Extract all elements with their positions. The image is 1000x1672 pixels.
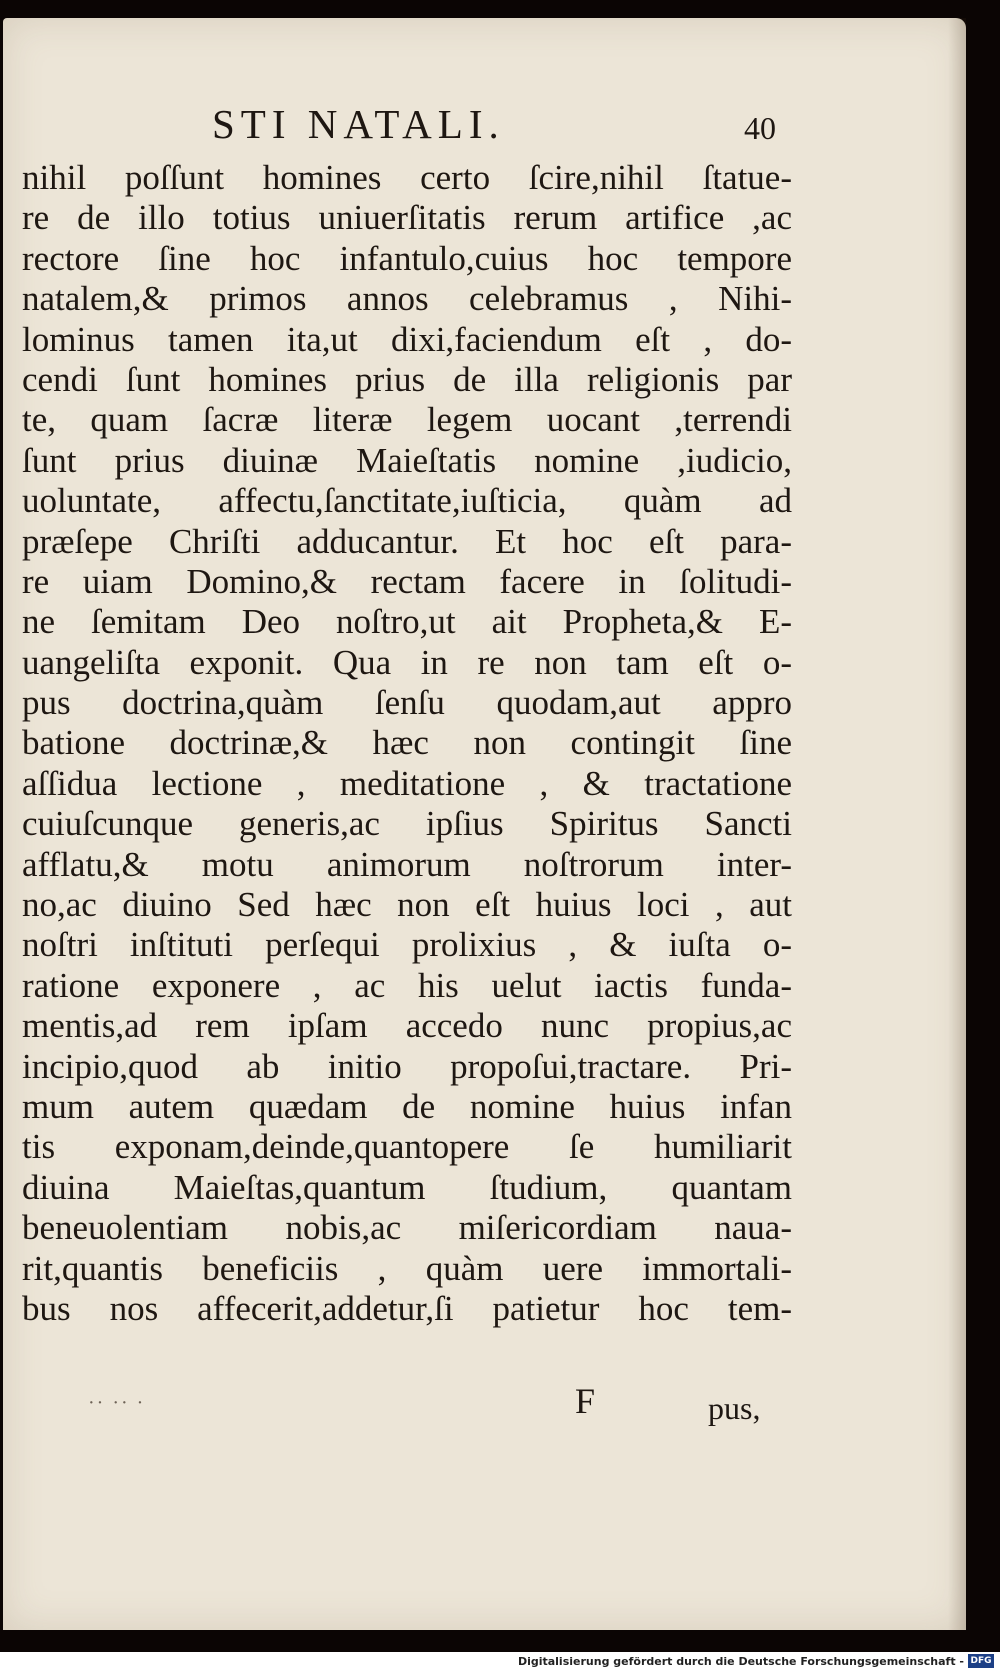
text-line: bus nos affecerit,addetur,ſi patietur hoc tem- <box>22 1288 792 1328</box>
text-line: mentis,ad rem ipſam accedo nunc propius,ac <box>22 1006 792 1046</box>
catchword: pus, <box>708 1390 761 1426</box>
text-line: re de illo totius uniuerſitatis rerum artifice ,ac <box>22 198 792 238</box>
signature-mark: F <box>575 1381 596 1421</box>
page-number: 40 <box>744 110 776 146</box>
text-line: uangeliſta exponit. Qua in re non tam eſt o- <box>22 642 792 682</box>
text-line: batione doctrinæ,& hæc non contingit ſine <box>22 723 792 763</box>
text-line: incipio,quod ab initio propoſui,tractare. Pri- <box>22 1046 792 1086</box>
text-line: lominus tamen ita,ut dixi,faciendum eſt , do- <box>22 319 792 359</box>
text-line: natalem,& primos annos celebramus , Nihi- <box>22 279 792 319</box>
text-line: rectore ſine hoc infantulo,cuius hoc tempore <box>22 238 792 278</box>
page-edge-shadow <box>948 18 966 1630</box>
text-line: cuiuſcunque generis,ac ipſius Spiritus Sancti <box>22 804 792 844</box>
text-line: nihil poſſunt homines certo ſcire,nihil ſtatue- <box>22 158 792 197</box>
dfg-logo[interactable]: DFG <box>968 1654 994 1668</box>
text-line: aſſidua lectione , meditatione , & tractatione <box>22 763 792 803</box>
text-line: noſtri inſtituti perſequi prolixius , & iuſta o- <box>22 925 792 965</box>
text-line: rit,quantis beneficiis , quàm uere immortali- <box>22 1248 792 1288</box>
text-line: præſepe Chriſti adducantur. Et hoc eſt para- <box>22 521 792 561</box>
text-line: ne ſemitam Deo noſtro,ut ait Propheta,& E- <box>22 602 792 642</box>
stray-ink-marks: ·· ·· · <box>88 1392 146 1414</box>
body-text <box>22 158 792 1329</box>
text-line: tis exponam,deinde,quantopere ſe humiliarit <box>22 1127 792 1167</box>
text-line: re uiam Domino,& rectam facere in ſolitudi- <box>22 561 792 601</box>
text-line: te, quam ſacræ literæ legem uocant ,terrendi <box>22 400 792 440</box>
text-line: ſunt prius diuinæ Maieſtatis nomine ,iudicio, <box>22 440 792 480</box>
text-line: uoluntate, affectu,ſanctitate,iuſticia, quàm ad <box>22 481 792 521</box>
text-line: no,ac diuino Sed hæc non eſt huius loci , aut <box>22 885 792 925</box>
text-line: afflatu,& motu animorum noſtrorum inter- <box>22 844 792 884</box>
running-head: STI NATALI. <box>212 101 505 147</box>
footer-bar <box>0 1652 1000 1672</box>
text-line: cendi ſunt homines prius de illa religionis par <box>22 359 792 399</box>
text-line: mum autem quædam de nomine huius infan <box>22 1086 792 1126</box>
footer-credit: Digitalisierung gefördert durch die Deutsche Forschungsgemeinschaft - <box>517 1655 964 1668</box>
text-line: diuina Maieſtas,quantum ſtudium, quantam <box>22 1167 792 1207</box>
text-line: beneuolentiam nobis,ac miſericordiam naua- <box>22 1208 792 1248</box>
text-line: pus doctrina,quàm ſenſu quodam,aut appro <box>22 683 792 723</box>
text-line: ratione exponere , ac his uelut iactis funda- <box>22 965 792 1005</box>
